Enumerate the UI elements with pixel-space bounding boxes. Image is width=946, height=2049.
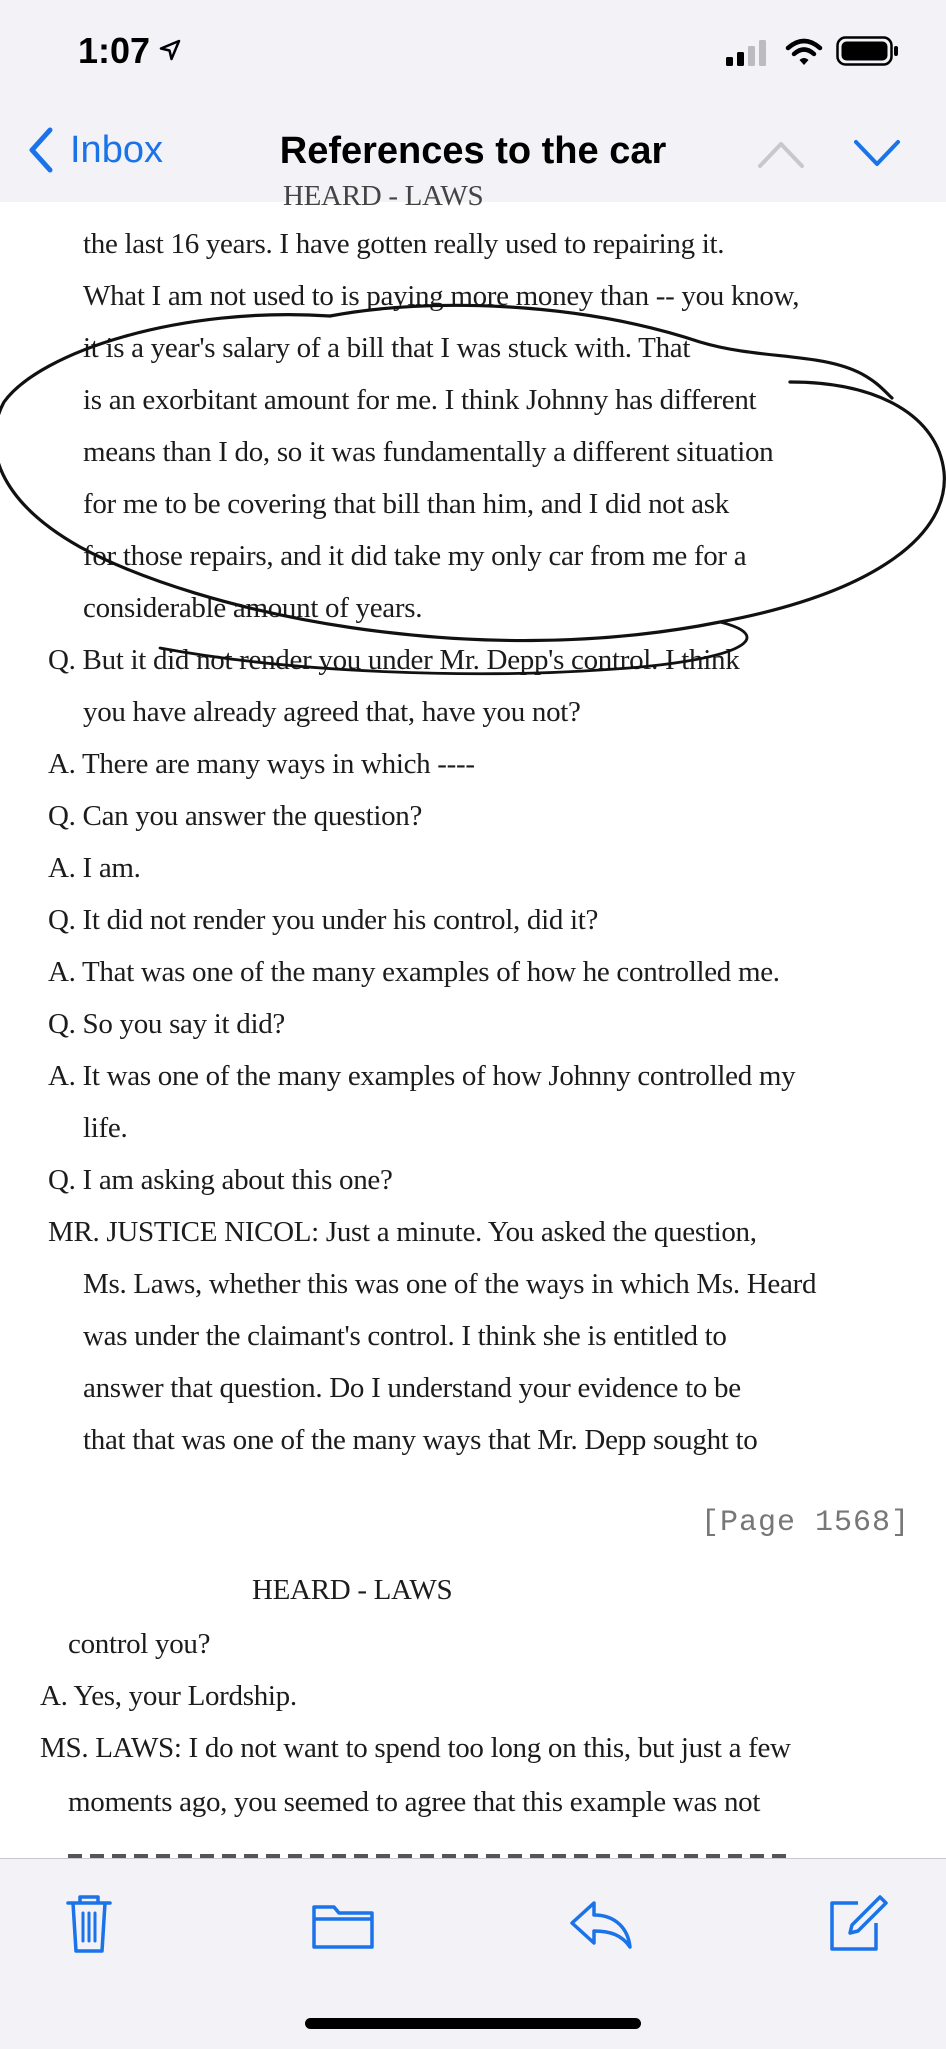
page-header: HEARD - LAWS — [252, 1574, 453, 1606]
hand-drawn-circle-annotation — [0, 202, 946, 722]
transcript-line: Q. It did not render you under his control, did it? — [48, 904, 599, 936]
home-indicator[interactable] — [305, 2018, 641, 2029]
page-number: [Page 1568] — [700, 1506, 910, 1540]
transcript-line: MS. LAWS: I do not want to spend too long on this, but just a few — [40, 1732, 791, 1764]
transcript-line: A. Yes, your Lordship. — [40, 1680, 297, 1712]
transcript-line: Q. So you say it did? — [48, 1008, 285, 1040]
transcript-line: considerable amount of years. — [83, 592, 423, 624]
reply-icon[interactable] — [566, 1889, 636, 1959]
transcript-line: life. — [83, 1112, 128, 1144]
transcript-image — [0, 180, 946, 1858]
status-time: 1:07 — [78, 30, 151, 71]
folder-icon[interactable] — [308, 1889, 378, 1959]
transcript-line: that that was one of the many ways that Mr. Depp sought to — [83, 1424, 758, 1456]
next-message-chevron-down-icon[interactable] — [852, 138, 902, 170]
transcript-line: MR. JUSTICE NICOL: Just a minute. You asked the question, — [48, 1216, 757, 1248]
compose-icon[interactable] — [822, 1889, 892, 1959]
battery-icon — [836, 36, 900, 66]
transcript-line: answer that question. Do I understand your evidence to be — [83, 1372, 741, 1404]
trash-icon[interactable] — [54, 1889, 124, 1959]
transcript-line: is an exorbitant amount for me. I think Johnny has different — [83, 384, 757, 416]
transcript-line: you have already agreed that, have you not? — [83, 696, 581, 728]
transcript-line: A. It was one of the many examples of how Johnny controlled my — [48, 1060, 796, 1092]
back-label: Inbox — [70, 128, 163, 171]
status-bar — [0, 0, 946, 110]
cut-off-header: HEARD - LAWS — [283, 180, 484, 212]
transcript-line: A. There are many ways in which ---- — [48, 748, 475, 780]
location-arrow-icon — [158, 38, 182, 62]
transcript-line: Q. But it did not render you under Mr. Depp's control. I think — [48, 644, 740, 676]
transcript-line: What I am not used to is paying more money than -- you know, — [83, 280, 800, 312]
transcript-line: for those repairs, and it did take my only car from me for a — [83, 540, 747, 572]
transcript-line: Ms. Laws, whether this was one of the ways in which Ms. Heard — [83, 1268, 817, 1300]
transcript-line: means than I do, so it was fundamentally a different situation — [83, 436, 774, 468]
wifi-icon — [786, 38, 822, 66]
transcript-line: for me to be covering that bill than him, and I did not ask — [83, 488, 729, 520]
cellular-signal-icon — [726, 40, 770, 66]
transcript-line: it is a year's salary of a bill that I was stuck with. That — [83, 332, 691, 364]
transcript-line: was under the claimant's control. I think she is entitled to — [83, 1320, 727, 1352]
transcript-line: A. That was one of the many examples of how he controlled me. — [48, 956, 780, 988]
transcript-line: Q. I am asking about this one? — [48, 1164, 393, 1196]
transcript-line: control you? — [68, 1628, 211, 1660]
message-subject-title: References to the car — [279, 130, 667, 172]
transcript-line: the last 16 years. I have gotten really used to repairing it. — [83, 228, 725, 260]
previous-message-chevron-up-icon[interactable] — [756, 138, 806, 170]
transcript-line: moments ago, you seemed to agree that this example was not — [68, 1786, 761, 1818]
transcript-line: Q. Can you answer the question? — [48, 800, 423, 832]
cut-off-line — [68, 1846, 788, 1858]
transcript-line: A. I am. — [48, 852, 141, 884]
